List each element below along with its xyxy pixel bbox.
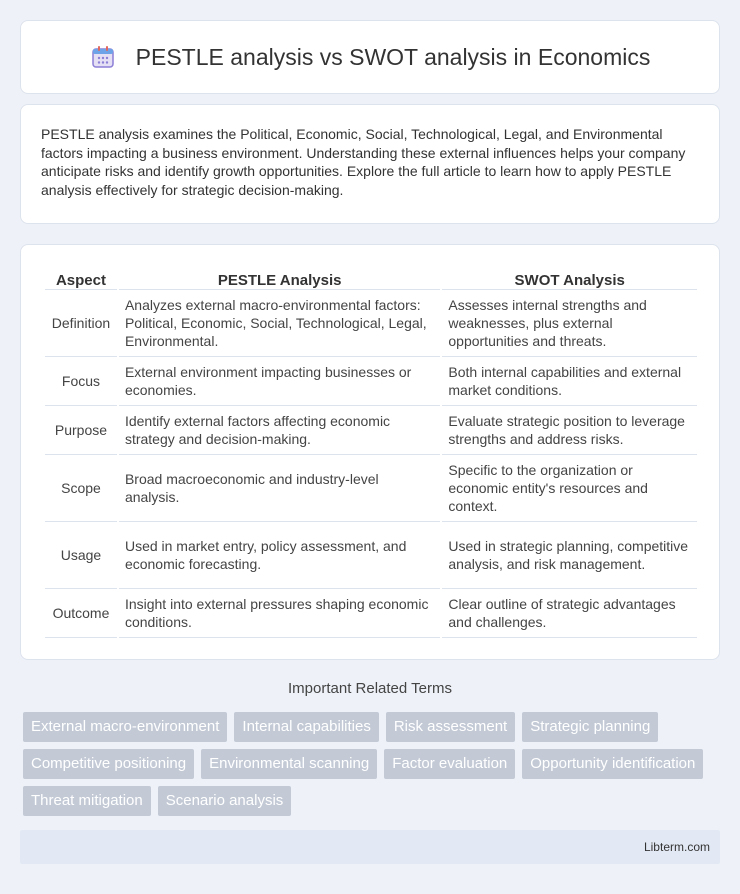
related-terms-list [23, 712, 723, 816]
tag[interactable]: Environmental scanning [201, 749, 377, 779]
swot-cell: Assesses internal strengths and weaknesses, plus external opportunities and threats. [442, 290, 697, 357]
title-card [20, 20, 720, 94]
tag[interactable]: Threat mitigation [23, 786, 151, 816]
table-row [45, 406, 697, 455]
aspect-cell: Definition [45, 290, 117, 357]
pestle-cell: Used in market entry, policy assessment, and economic forecasting. [119, 522, 440, 589]
header-aspect: Aspect [45, 267, 117, 290]
aspect-cell: Focus [45, 357, 117, 406]
table-row [45, 455, 697, 522]
tag[interactable]: External macro-environment [23, 712, 227, 742]
pestle-cell: Identify external factors affecting economic strategy and decision-making. [119, 406, 440, 455]
intro-text: PESTLE analysis examines the Political, Economic, Social, Technological, Legal, and Environmental factors impacting a business environment. Understanding these external influences helps your company anticipate risks and identify growth opportunities. Explore the full article to learn how to apply PESTLE analysis effectively for strategic decision-making. [41, 126, 686, 198]
related-terms-title: Important Related Terms [288, 680, 452, 697]
tag[interactable]: Competitive positioning [23, 749, 194, 779]
pestle-cell: Analyzes external macro-environmental factors: Political, Economic, Social, Technological, Legal, Environmental. [119, 290, 440, 357]
swot-cell: Evaluate strategic position to leverage strengths and address risks. [442, 406, 697, 455]
comparison-table [43, 267, 699, 638]
tag[interactable]: Risk assessment [386, 712, 515, 742]
footer [20, 830, 720, 864]
swot-cell: Both internal capabilities and external market conditions. [442, 357, 697, 406]
pestle-cell: External environment impacting businesses or economies. [119, 357, 440, 406]
swot-cell: Used in strategic planning, competitive analysis, and risk management. [442, 522, 697, 589]
page-title: PESTLE analysis vs SWOT analysis in Economics [135, 43, 651, 70]
swot-cell: Clear outline of strategic advantages and challenges. [442, 589, 697, 638]
comparison-card [20, 244, 720, 660]
tag[interactable]: Opportunity identification [522, 749, 703, 779]
table-row [45, 589, 697, 638]
footer-site-link[interactable]: Libterm.com [643, 840, 710, 854]
tag[interactable]: Internal capabilities [234, 712, 378, 742]
pestle-cell: Insight into external pressures shaping economic conditions. [119, 589, 440, 638]
calendar-icon [90, 44, 116, 70]
table-row [45, 357, 697, 406]
table-header-row [45, 267, 697, 290]
aspect-cell: Purpose [45, 406, 117, 455]
header-pestle: PESTLE Analysis [119, 267, 440, 290]
aspect-cell: Usage [45, 522, 117, 589]
table-row [45, 290, 697, 357]
aspect-cell: Scope [45, 455, 117, 522]
tag[interactable]: Factor evaluation [384, 749, 515, 779]
header-swot: SWOT Analysis [442, 267, 697, 290]
tag[interactable]: Strategic planning [522, 712, 658, 742]
swot-cell: Specific to the organization or economic entity's resources and context. [442, 455, 697, 522]
pestle-cell: Broad macroeconomic and industry-level analysis. [119, 455, 440, 522]
table-row [45, 522, 697, 589]
intro-card [20, 104, 720, 224]
tag[interactable]: Scenario analysis [158, 786, 292, 816]
aspect-cell: Outcome [45, 589, 117, 638]
